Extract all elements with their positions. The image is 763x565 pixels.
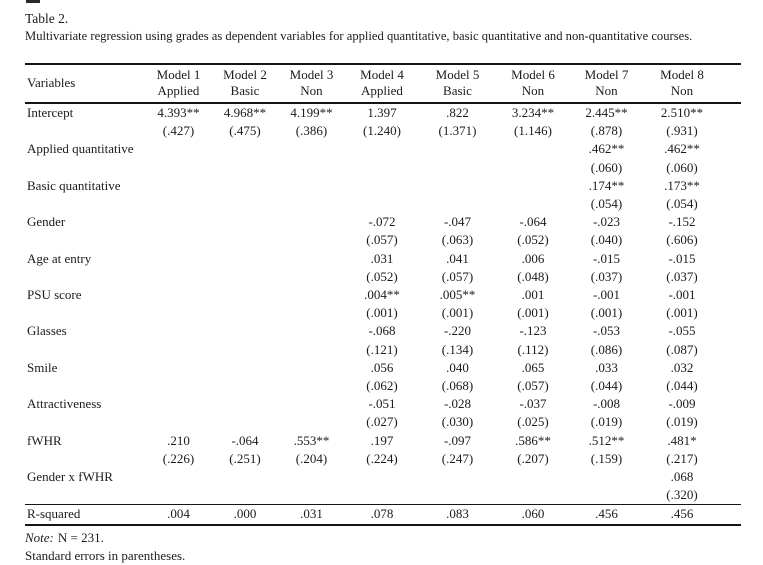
- row-label-glasses: Glasses: [27, 323, 67, 339]
- column-header-model-6: [496, 64, 570, 103]
- table-row-applied-quantitative-se: [25, 159, 741, 177]
- cell-r-squared-m1: .004: [145, 505, 212, 525]
- cell-fwhr-m4: .197: [370, 432, 394, 448]
- se-gender-x-fwhr-m7: [570, 486, 643, 505]
- se-applied-quantitative-m2: [212, 159, 278, 177]
- cell-glasses-m6: -.123: [519, 323, 547, 339]
- cell-glasses-m7: -.053: [592, 323, 621, 339]
- se-age-at-entry-m4: (.052): [366, 268, 398, 284]
- table-row-age-at-entry: [25, 250, 741, 268]
- se-smile-m4: (.062): [366, 378, 398, 394]
- cell-psu-score-m6: .001: [521, 287, 545, 303]
- cell-intercept-m2: 4.968**: [223, 105, 267, 120]
- se-gender-m3: [278, 231, 345, 249]
- column-header-model-2: [212, 64, 278, 103]
- se-applied-quantitative-m6: [496, 159, 570, 177]
- cell-psu-score-m4: .004**: [364, 287, 400, 303]
- cell-glasses-m2: [212, 322, 278, 340]
- se-glasses-m8: (.087): [666, 341, 698, 357]
- se-psu-score-m1: [145, 304, 212, 322]
- se-gender-m1: [145, 231, 212, 249]
- model-number-label: Model 5: [435, 67, 480, 82]
- cell-smile-m3: [278, 359, 345, 377]
- cell-fwhr-m5: -.097: [443, 432, 472, 448]
- se-gender-x-fwhr-m6: [496, 486, 570, 505]
- se-fwhr-m2: (.251): [229, 450, 261, 466]
- row-label-empty: [25, 231, 145, 249]
- cell-basic-quantitative-m3: [278, 177, 345, 195]
- row-label-basic-quantitative: Basic quantitative: [27, 177, 121, 193]
- se-fwhr-m5: (.247): [441, 450, 474, 466]
- table-row-gender-x-fwhr-se: [25, 486, 741, 505]
- se-applied-quantitative-m3: [278, 159, 345, 177]
- table-title: Table 2.: [25, 11, 69, 26]
- row-label-empty: [25, 159, 145, 177]
- model-course-type-label: Non: [595, 83, 618, 98]
- cell-glasses-m8: -.055: [668, 323, 696, 339]
- se-attractiveness-m2: [212, 413, 278, 431]
- table-row-fwhr: [25, 432, 741, 450]
- table-row-basic-quantitative-se: [25, 195, 741, 213]
- cell-gender-m6: -.064: [519, 214, 547, 230]
- table-row-attractiveness-se: [25, 413, 741, 431]
- se-gender-m5: (.063): [441, 232, 474, 248]
- se-smile-m5: (.068): [441, 378, 474, 394]
- se-glasses-m2: [212, 341, 278, 359]
- se-gender-m2: [212, 231, 278, 249]
- se-applied-quantitative-m5: [419, 159, 496, 177]
- row-label-empty: [25, 450, 145, 468]
- se-gender-x-fwhr-m8: (.320): [666, 487, 698, 503]
- table-row-attractiveness: [25, 395, 741, 413]
- cell-fwhr-m6: .586**: [515, 432, 551, 448]
- model-number-label: Model 4: [360, 67, 404, 82]
- cell-age-at-entry-m7: -.015: [592, 250, 621, 266]
- table-caption: Multivariate regression using grades as dependent variables for applied quantitative, basic quantitative and non-quantitative courses.: [25, 29, 693, 43]
- cell-applied-quantitative-m7: .462**: [588, 141, 625, 157]
- row-label-empty: [25, 195, 145, 213]
- cell-basic-quantitative-m5: [419, 177, 496, 195]
- cell-r-squared-m3: .031: [278, 505, 345, 525]
- cropped-text-fragment: [26, 0, 40, 3]
- cell-glasses-m1: [145, 322, 212, 340]
- table-row-smile: [25, 359, 741, 377]
- cell-gender-m1: [145, 213, 212, 231]
- se-gender-x-fwhr-m4: [345, 486, 419, 505]
- cell-intercept-m7: 2.445**: [585, 105, 628, 120]
- cell-fwhr-m2: -.064: [231, 432, 259, 448]
- cell-gender-x-fwhr-m1: [145, 468, 212, 486]
- cell-gender-m4: -.072: [368, 214, 396, 230]
- column-header-model-1: [145, 64, 212, 103]
- row-label-empty: [25, 413, 145, 431]
- cell-gender-x-fwhr-m6: [496, 468, 570, 486]
- cell-basic-quantitative-m6: [496, 177, 570, 195]
- se-glasses-m4: (.121): [366, 341, 398, 357]
- se-basic-quantitative-m3: [278, 195, 345, 213]
- model-number-label: Model 8: [660, 67, 704, 82]
- cell-fwhr-m8: .481*: [667, 432, 697, 448]
- se-glasses-m5: (.134): [441, 341, 474, 357]
- se-age-at-entry-m5: (.057): [441, 268, 474, 284]
- se-gender-m4: (.057): [366, 232, 398, 248]
- table-row-gender-se: [25, 231, 741, 249]
- cell-attractiveness-m6: -.037: [519, 396, 547, 412]
- cell-psu-score-m2: [212, 286, 278, 304]
- cell-age-at-entry-m1: [145, 250, 212, 268]
- cell-attractiveness-m7: -.008: [592, 396, 621, 412]
- cell-intercept-m1: 4.393**: [157, 105, 200, 120]
- row-label-intercept: Intercept: [27, 105, 74, 120]
- cell-applied-quantitative-m6: [496, 140, 570, 158]
- model-course-type-label: Basic: [230, 83, 260, 98]
- cell-psu-score-m8: -.001: [668, 287, 696, 303]
- se-smile-m1: [145, 377, 212, 395]
- cell-applied-quantitative-m8: .462**: [664, 141, 700, 157]
- se-attractiveness-m5: (.030): [441, 414, 474, 430]
- se-gender-x-fwhr-m3: [278, 486, 345, 505]
- table-row-intercept-se: [25, 122, 741, 140]
- table-row-applied-quantitative: [25, 140, 741, 158]
- column-header-model-8: [643, 64, 741, 103]
- se-glasses-m1: [145, 341, 212, 359]
- column-header-model-7: [570, 64, 643, 103]
- se-glasses-m7: (.086): [590, 341, 623, 357]
- cell-psu-score-m3: [278, 286, 345, 304]
- cell-applied-quantitative-m1: [145, 140, 212, 158]
- se-basic-quantitative-m1: [145, 195, 212, 213]
- cell-psu-score-m1: [145, 286, 212, 304]
- cell-r-squared-m7: .456: [570, 505, 643, 525]
- se-fwhr-m1: (.226): [162, 450, 195, 466]
- se-applied-quantitative-m1: [145, 159, 212, 177]
- cell-gender-x-fwhr-m8: .068: [670, 469, 694, 485]
- cell-fwhr-m7: .512**: [588, 432, 625, 448]
- se-psu-score-m4: (.001): [366, 305, 398, 321]
- cell-intercept-m8: 2.510**: [660, 105, 704, 120]
- se-intercept-m7: (.878): [590, 123, 623, 139]
- se-smile-m3: [278, 377, 345, 395]
- model-number-label: Model 6: [511, 67, 555, 82]
- table-row-intercept: [25, 103, 741, 122]
- table-body: [25, 103, 741, 525]
- cell-smile-m8: .032: [670, 359, 694, 375]
- row-label-empty: [25, 486, 145, 505]
- se-attractiveness-m3: [278, 413, 345, 431]
- se-age-at-entry-m7: (.037): [590, 268, 623, 284]
- se-basic-quantitative-m7: (.054): [590, 196, 623, 212]
- cell-age-at-entry-m3: [278, 250, 345, 268]
- cell-r-squared-m6: .060: [496, 505, 570, 525]
- se-gender-m6: (.052): [517, 232, 549, 248]
- cell-basic-quantitative-m1: [145, 177, 212, 195]
- se-smile-m8: (.044): [666, 378, 698, 394]
- cell-gender-m7: -.023: [592, 214, 621, 230]
- cell-smile-m1: [145, 359, 212, 377]
- model-number-label: Model 7: [584, 67, 629, 82]
- cell-attractiveness-m3: [278, 395, 345, 413]
- se-age-at-entry-m1: [145, 268, 212, 286]
- model-course-type-label: Applied: [157, 83, 200, 98]
- cell-attractiveness-m5: -.028: [443, 396, 472, 412]
- cell-age-at-entry-m2: [212, 250, 278, 268]
- regression-table: [25, 63, 741, 526]
- se-attractiveness-m7: (.019): [590, 414, 623, 430]
- cell-smile-m5: .040: [446, 359, 469, 375]
- se-intercept-m4: (1.240): [363, 123, 401, 139]
- se-gender-x-fwhr-m2: [212, 486, 278, 505]
- table-row-fwhr-se: [25, 450, 741, 468]
- header-row: [25, 64, 741, 103]
- se-smile-m6: (.057): [517, 378, 549, 394]
- row-label-empty: [25, 377, 145, 395]
- cell-applied-quantitative-m4: [345, 140, 419, 158]
- se-glasses-m6: (.112): [517, 341, 549, 357]
- se-attractiveness-m8: (.019): [666, 414, 698, 430]
- column-header-variables: Variables: [25, 64, 145, 103]
- se-psu-score-m3: [278, 304, 345, 322]
- cell-basic-quantitative-m8: .173**: [664, 177, 700, 193]
- table-row-psu-score: [25, 286, 741, 304]
- se-attractiveness-m4: (.027): [366, 414, 398, 430]
- row-label-smile: Smile: [27, 359, 58, 375]
- cell-r-squared-m4: .078: [345, 505, 419, 525]
- row-label-psu-score: PSU score: [27, 287, 82, 303]
- se-gender-m7: (.040): [590, 232, 623, 248]
- cell-gender-x-fwhr-m7: [570, 468, 643, 486]
- model-course-type-label: Non: [300, 83, 323, 98]
- cell-gender-x-fwhr-m5: [419, 468, 496, 486]
- cell-age-at-entry-m8: -.015: [668, 250, 696, 266]
- se-age-at-entry-m3: [278, 268, 345, 286]
- cell-r-squared-m5: .083: [419, 505, 496, 525]
- column-header-model-5: [419, 64, 496, 103]
- table-row-age-at-entry-se: [25, 268, 741, 286]
- se-intercept-m6: (1.146): [514, 123, 552, 139]
- table-row-smile-se: [25, 377, 741, 395]
- cell-gender-m5: -.047: [443, 214, 472, 230]
- se-fwhr-m8: (.217): [666, 450, 698, 466]
- cell-applied-quantitative-m3: [278, 140, 345, 158]
- se-age-at-entry-m2: [212, 268, 278, 286]
- model-number-label: Model 2: [223, 67, 267, 82]
- cell-glasses-m3: [278, 322, 345, 340]
- se-intercept-m8: (.931): [666, 123, 698, 139]
- se-attractiveness-m6: (.025): [517, 414, 549, 430]
- row-label-empty: [25, 304, 145, 322]
- cell-attractiveness-m4: -.051: [368, 396, 396, 412]
- se-applied-quantitative-m8: (.060): [666, 159, 698, 175]
- cell-glasses-m5: -.220: [443, 323, 472, 339]
- cell-gender-m2: [212, 213, 278, 231]
- cell-attractiveness-m2: [212, 395, 278, 413]
- model-course-type-label: Basic: [443, 83, 472, 98]
- se-smile-m7: (.044): [590, 378, 623, 394]
- row-label-gender: Gender: [27, 214, 66, 230]
- cell-psu-score-m7: -.001: [592, 287, 621, 303]
- se-intercept-m2: (.475): [229, 123, 261, 139]
- cell-r-squared-m2: .000: [212, 505, 278, 525]
- se-psu-score-m2: [212, 304, 278, 322]
- note-line-1: [25, 529, 743, 547]
- cell-attractiveness-m8: -.009: [668, 396, 696, 412]
- row-label-empty: [25, 268, 145, 286]
- se-applied-quantitative-m7: (.060): [590, 159, 623, 175]
- se-glasses-m3: [278, 341, 345, 359]
- cell-psu-score-m5: .005**: [439, 287, 476, 303]
- cell-glasses-m4: -.068: [368, 323, 396, 339]
- cell-intercept-m5: .822: [446, 105, 469, 120]
- model-course-type-label: Applied: [361, 83, 403, 98]
- cell-gender-x-fwhr-m2: [212, 468, 278, 486]
- se-psu-score-m8: (.001): [666, 305, 698, 321]
- se-gender-x-fwhr-m5: [419, 486, 496, 505]
- table-notes: [25, 529, 743, 565]
- se-psu-score-m5: (.001): [441, 305, 474, 321]
- cell-applied-quantitative-m2: [212, 140, 278, 158]
- row-label-r-squared: R-squared: [25, 505, 145, 525]
- se-intercept-m1: (.427): [162, 123, 195, 139]
- row-label-attractiveness: Attractiveness: [27, 396, 102, 412]
- cell-attractiveness-m1: [145, 395, 212, 413]
- cell-age-at-entry-m6: .006: [521, 250, 545, 266]
- table-row-gender: [25, 213, 741, 231]
- se-basic-quantitative-m8: (.054): [666, 196, 698, 212]
- se-attractiveness-m1: [145, 413, 212, 431]
- cell-intercept-m4: 1.397: [367, 105, 397, 120]
- cell-gender-m8: -.152: [668, 214, 696, 230]
- se-gender-x-fwhr-m1: [145, 486, 212, 505]
- column-header-model-3: [278, 64, 345, 103]
- row-label-applied-quantitative: Applied quantitative: [27, 141, 134, 157]
- cell-smile-m4: .056: [370, 359, 394, 375]
- cell-gender-x-fwhr-m4: [345, 468, 419, 486]
- model-number-label: Model 1: [156, 67, 201, 82]
- row-label-empty: [25, 122, 145, 140]
- model-course-type-label: Non: [670, 83, 694, 98]
- se-intercept-m5: (1.371): [438, 123, 477, 139]
- table-header: [25, 64, 741, 103]
- cell-intercept-m3: 4.199**: [290, 105, 333, 120]
- cell-applied-quantitative-m5: [419, 140, 496, 158]
- cell-basic-quantitative-m7: .174**: [588, 177, 625, 193]
- cell-basic-quantitative-m2: [212, 177, 278, 195]
- cell-gender-x-fwhr-m3: [278, 468, 345, 486]
- se-basic-quantitative-m4: [345, 195, 419, 213]
- se-gender-m8: (.606): [666, 232, 698, 248]
- table-row-glasses: [25, 322, 741, 340]
- se-age-at-entry-m8: (.037): [666, 268, 698, 284]
- cell-basic-quantitative-m4: [345, 177, 419, 195]
- se-applied-quantitative-m4: [345, 159, 419, 177]
- table-row-basic-quantitative: [25, 177, 741, 195]
- row-label-age-at-entry: Age at entry: [27, 250, 92, 266]
- cell-smile-m2: [212, 359, 278, 377]
- cell-intercept-m6: 3.234**: [511, 105, 555, 120]
- table-row-r-squared: [25, 505, 741, 525]
- se-psu-score-m7: (.001): [590, 305, 623, 321]
- se-fwhr-m6: (.207): [517, 450, 549, 466]
- row-label-empty: [25, 341, 145, 359]
- row-label-gender-x-fwhr: Gender x fWHR: [27, 469, 113, 485]
- se-age-at-entry-m6: (.048): [517, 268, 549, 284]
- row-label-fwhr: fWHR: [27, 432, 62, 448]
- se-smile-m2: [212, 377, 278, 395]
- table-row-gender-x-fwhr: [25, 468, 741, 486]
- model-number-label: Model 3: [289, 67, 334, 82]
- se-basic-quantitative-m5: [419, 195, 496, 213]
- note-line-2: Standard errors in parentheses.: [25, 547, 186, 563]
- se-basic-quantitative-m2: [212, 195, 278, 213]
- cell-age-at-entry-m4: .031: [370, 250, 394, 266]
- cell-fwhr-m3: .553**: [293, 432, 330, 448]
- column-header-model-4: [345, 64, 419, 103]
- note-label: Note:: [25, 529, 54, 545]
- se-psu-score-m6: (.001): [517, 305, 549, 321]
- se-fwhr-m4: (.224): [366, 450, 398, 466]
- cell-fwhr-m1: .210: [167, 432, 190, 448]
- se-basic-quantitative-m6: [496, 195, 570, 213]
- model-course-type-label: Non: [521, 83, 545, 98]
- se-intercept-m3: (.386): [295, 123, 328, 139]
- se-fwhr-m3: (.204): [295, 450, 328, 466]
- table-row-glasses-se: [25, 341, 741, 359]
- cell-gender-m3: [278, 213, 345, 231]
- se-fwhr-m7: (.159): [590, 450, 623, 466]
- note-sample-size: N = 231.: [57, 529, 104, 545]
- cell-smile-m6: .065: [521, 359, 545, 375]
- cell-r-squared-m8: .456: [643, 505, 741, 525]
- table-row-psu-score-se: [25, 304, 741, 322]
- cell-smile-m7: .033: [595, 359, 618, 375]
- cell-age-at-entry-m5: .041: [446, 250, 469, 266]
